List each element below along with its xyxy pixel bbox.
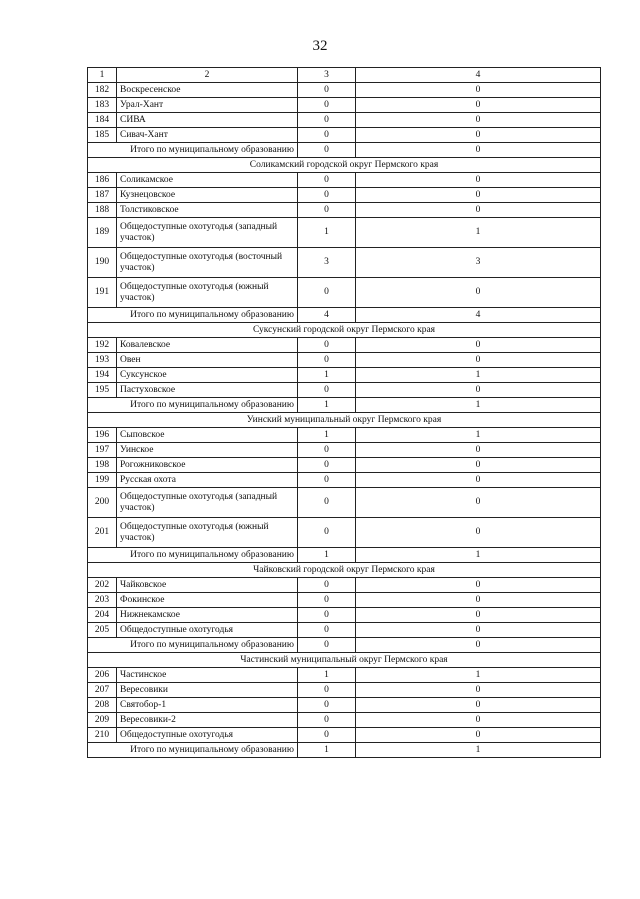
value-col-3: 0 xyxy=(298,623,356,638)
value-col-4: 0 xyxy=(356,188,601,203)
table-row xyxy=(88,713,601,728)
value-col-4: 0 xyxy=(356,713,601,728)
value-col-4: 0 xyxy=(356,98,601,113)
value-col-3: 0 xyxy=(298,443,356,458)
row-number: 206 xyxy=(88,668,117,683)
table-row xyxy=(88,353,601,368)
value-col-3: 0 xyxy=(298,473,356,488)
table-row xyxy=(88,443,601,458)
hunting-ground-name: Ковалевское xyxy=(117,338,298,353)
value-col-3: 0 xyxy=(298,383,356,398)
hunting-ground-name: Общедоступные охотугодья (западный участок) xyxy=(117,218,298,248)
table-row xyxy=(88,278,601,308)
total-col-4: 0 xyxy=(356,638,601,653)
row-number: 204 xyxy=(88,608,117,623)
value-col-4: 1 xyxy=(356,668,601,683)
value-col-4: 0 xyxy=(356,128,601,143)
row-number: 201 xyxy=(88,518,117,548)
hunting-ground-name: Соликамское xyxy=(117,173,298,188)
table-row xyxy=(88,473,601,488)
value-col-4: 1 xyxy=(356,218,601,248)
table-row xyxy=(88,488,601,518)
table-row xyxy=(88,203,601,218)
hunting-ground-name: Общедоступные охотугодья (южный участок) xyxy=(117,518,298,548)
district-name: Чайковский городской округ Пермского края xyxy=(88,563,601,578)
hunting-ground-name: Частинское xyxy=(117,668,298,683)
row-number: 207 xyxy=(88,683,117,698)
row-number: 194 xyxy=(88,368,117,383)
table-row xyxy=(88,608,601,623)
hunting-ground-name: Общедоступные охотугодья (западный участок) xyxy=(117,488,298,518)
value-col-3: 0 xyxy=(298,608,356,623)
row-number: 196 xyxy=(88,428,117,443)
hunting-ground-name: Общедоступные охотугодья (восточный участок) xyxy=(117,248,298,278)
value-col-4: 0 xyxy=(356,698,601,713)
row-number: 199 xyxy=(88,473,117,488)
district-name: Соликамский городской округ Пермского края xyxy=(88,158,601,173)
table-row xyxy=(88,218,601,248)
total-col-4: 0 xyxy=(356,143,601,158)
row-number: 187 xyxy=(88,188,117,203)
row-number: 185 xyxy=(88,128,117,143)
row-number: 200 xyxy=(88,488,117,518)
value-col-3: 0 xyxy=(298,698,356,713)
total-col-3: 1 xyxy=(298,743,356,758)
value-col-3: 0 xyxy=(298,488,356,518)
value-col-4: 0 xyxy=(356,578,601,593)
district-row xyxy=(88,563,601,578)
value-col-3: 0 xyxy=(298,203,356,218)
row-number: 192 xyxy=(88,338,117,353)
total-col-3: 0 xyxy=(298,638,356,653)
value-col-3: 0 xyxy=(298,518,356,548)
value-col-3: 0 xyxy=(298,683,356,698)
value-col-3: 1 xyxy=(298,218,356,248)
table-row xyxy=(88,383,601,398)
total-label: Итого по муниципальному образованию xyxy=(88,308,298,323)
row-number: 183 xyxy=(88,98,117,113)
row-number: 198 xyxy=(88,458,117,473)
district-name: Частинский муниципальный округ Пермского края xyxy=(88,653,601,668)
value-col-4: 0 xyxy=(356,623,601,638)
row-number: 208 xyxy=(88,698,117,713)
value-col-3: 1 xyxy=(298,668,356,683)
total-col-4: 1 xyxy=(356,398,601,413)
value-col-4: 0 xyxy=(356,443,601,458)
total-row xyxy=(88,743,601,758)
hunting-grounds-table xyxy=(87,67,601,758)
hunting-ground-name: Общедоступные охотугодья xyxy=(117,728,298,743)
total-row xyxy=(88,398,601,413)
value-col-4: 0 xyxy=(356,473,601,488)
value-col-3: 0 xyxy=(298,338,356,353)
district-row xyxy=(88,323,601,338)
value-col-4: 0 xyxy=(356,383,601,398)
row-number: 203 xyxy=(88,593,117,608)
table-row xyxy=(88,98,601,113)
row-number: 186 xyxy=(88,173,117,188)
hunting-ground-name: Воскресенское xyxy=(117,83,298,98)
value-col-4: 3 xyxy=(356,248,601,278)
value-col-3: 0 xyxy=(298,128,356,143)
total-label: Итого по муниципальному образованию xyxy=(88,143,298,158)
value-col-3: 0 xyxy=(298,578,356,593)
hunting-ground-name: Сивач-Хант xyxy=(117,128,298,143)
total-row xyxy=(88,143,601,158)
total-label: Итого по муниципальному образованию xyxy=(88,398,298,413)
table-row xyxy=(88,683,601,698)
value-col-4: 0 xyxy=(356,608,601,623)
value-col-3: 0 xyxy=(298,458,356,473)
district-row xyxy=(88,413,601,428)
table-row xyxy=(88,128,601,143)
value-col-4: 0 xyxy=(356,458,601,473)
table-row xyxy=(88,428,601,443)
value-col-4: 0 xyxy=(356,278,601,308)
value-col-4: 0 xyxy=(356,488,601,518)
district-row xyxy=(88,653,601,668)
row-number: 188 xyxy=(88,203,117,218)
hunting-ground-name: Уинское xyxy=(117,443,298,458)
total-label: Итого по муниципальному образованию xyxy=(88,548,298,563)
row-number: 209 xyxy=(88,713,117,728)
value-col-4: 0 xyxy=(356,353,601,368)
hunting-ground-name: Вересовики-2 xyxy=(117,713,298,728)
hunting-ground-name: Толстиковское xyxy=(117,203,298,218)
total-col-4: 1 xyxy=(356,743,601,758)
table-row xyxy=(88,668,601,683)
hunting-ground-name: Общедоступные охотугодья (южный участок) xyxy=(117,278,298,308)
value-col-4: 1 xyxy=(356,428,601,443)
total-col-3: 0 xyxy=(298,143,356,158)
row-number: 205 xyxy=(88,623,117,638)
header-cell-1: 1 xyxy=(88,68,117,83)
table-row xyxy=(88,593,601,608)
table-row xyxy=(88,173,601,188)
total-col-3: 1 xyxy=(298,548,356,563)
value-col-3: 0 xyxy=(298,728,356,743)
hunting-ground-name: Чайковское xyxy=(117,578,298,593)
hunting-ground-name: Святобор-1 xyxy=(117,698,298,713)
total-row xyxy=(88,548,601,563)
hunting-ground-name: Сыповское xyxy=(117,428,298,443)
row-number: 184 xyxy=(88,113,117,128)
table-row xyxy=(88,188,601,203)
hunting-ground-name: Кузнецовское xyxy=(117,188,298,203)
table-row xyxy=(88,368,601,383)
total-col-3: 1 xyxy=(298,398,356,413)
value-col-3: 0 xyxy=(298,98,356,113)
district-row xyxy=(88,158,601,173)
value-col-3: 3 xyxy=(298,248,356,278)
total-col-4: 4 xyxy=(356,308,601,323)
total-col-4: 1 xyxy=(356,548,601,563)
value-col-4: 0 xyxy=(356,83,601,98)
row-number: 202 xyxy=(88,578,117,593)
header-cell-4: 4 xyxy=(356,68,601,83)
table-row xyxy=(88,518,601,548)
value-col-3: 0 xyxy=(298,83,356,98)
district-name: Суксунский городской округ Пермского края xyxy=(88,323,601,338)
value-col-3: 0 xyxy=(298,353,356,368)
hunting-ground-name: Русская охота xyxy=(117,473,298,488)
row-number: 191 xyxy=(88,278,117,308)
hunting-ground-name: СИВА xyxy=(117,113,298,128)
row-number: 195 xyxy=(88,383,117,398)
value-col-3: 0 xyxy=(298,278,356,308)
page-number: 32 xyxy=(312,38,328,54)
hunting-ground-name: Овен xyxy=(117,353,298,368)
row-number: 210 xyxy=(88,728,117,743)
hunting-ground-name: Пастуховское xyxy=(117,383,298,398)
value-col-3: 1 xyxy=(298,428,356,443)
total-col-3: 4 xyxy=(298,308,356,323)
row-number: 189 xyxy=(88,218,117,248)
value-col-3: 0 xyxy=(298,593,356,608)
table-row xyxy=(88,728,601,743)
value-col-3: 0 xyxy=(298,173,356,188)
value-col-4: 0 xyxy=(356,518,601,548)
value-col-4: 1 xyxy=(356,368,601,383)
table-row xyxy=(88,248,601,278)
value-col-3: 0 xyxy=(298,713,356,728)
hunting-ground-name: Нижнекамское xyxy=(117,608,298,623)
hunting-ground-name: Фокинское xyxy=(117,593,298,608)
hunting-ground-name: Вересовики xyxy=(117,683,298,698)
row-number: 193 xyxy=(88,353,117,368)
value-col-4: 0 xyxy=(356,338,601,353)
value-col-4: 0 xyxy=(356,173,601,188)
table-row xyxy=(88,458,601,473)
value-col-4: 0 xyxy=(356,203,601,218)
table-row xyxy=(88,83,601,98)
value-col-4: 0 xyxy=(356,683,601,698)
total-label: Итого по муниципальному образованию xyxy=(88,638,298,653)
total-row xyxy=(88,308,601,323)
value-col-3: 1 xyxy=(298,368,356,383)
value-col-4: 0 xyxy=(356,728,601,743)
district-name: Уинский муниципальный округ Пермского края xyxy=(88,413,601,428)
row-number: 182 xyxy=(88,83,117,98)
row-number: 197 xyxy=(88,443,117,458)
hunting-ground-name: Суксунское xyxy=(117,368,298,383)
value-col-4: 0 xyxy=(356,113,601,128)
header-cell-3: 3 xyxy=(298,68,356,83)
table-row xyxy=(88,623,601,638)
total-label: Итого по муниципальному образованию xyxy=(88,743,298,758)
value-col-3: 0 xyxy=(298,113,356,128)
value-col-3: 0 xyxy=(298,188,356,203)
row-number: 190 xyxy=(88,248,117,278)
table-row xyxy=(88,338,601,353)
hunting-ground-name: Урал-Хант xyxy=(117,98,298,113)
total-row xyxy=(88,638,601,653)
table-row xyxy=(88,698,601,713)
hunting-ground-name: Рогожниковское xyxy=(117,458,298,473)
table-row xyxy=(88,578,601,593)
table-row xyxy=(88,113,601,128)
table-header-row xyxy=(88,68,601,83)
header-cell-2: 2 xyxy=(117,68,298,83)
hunting-ground-name: Общедоступные охотугодья xyxy=(117,623,298,638)
value-col-4: 0 xyxy=(356,593,601,608)
